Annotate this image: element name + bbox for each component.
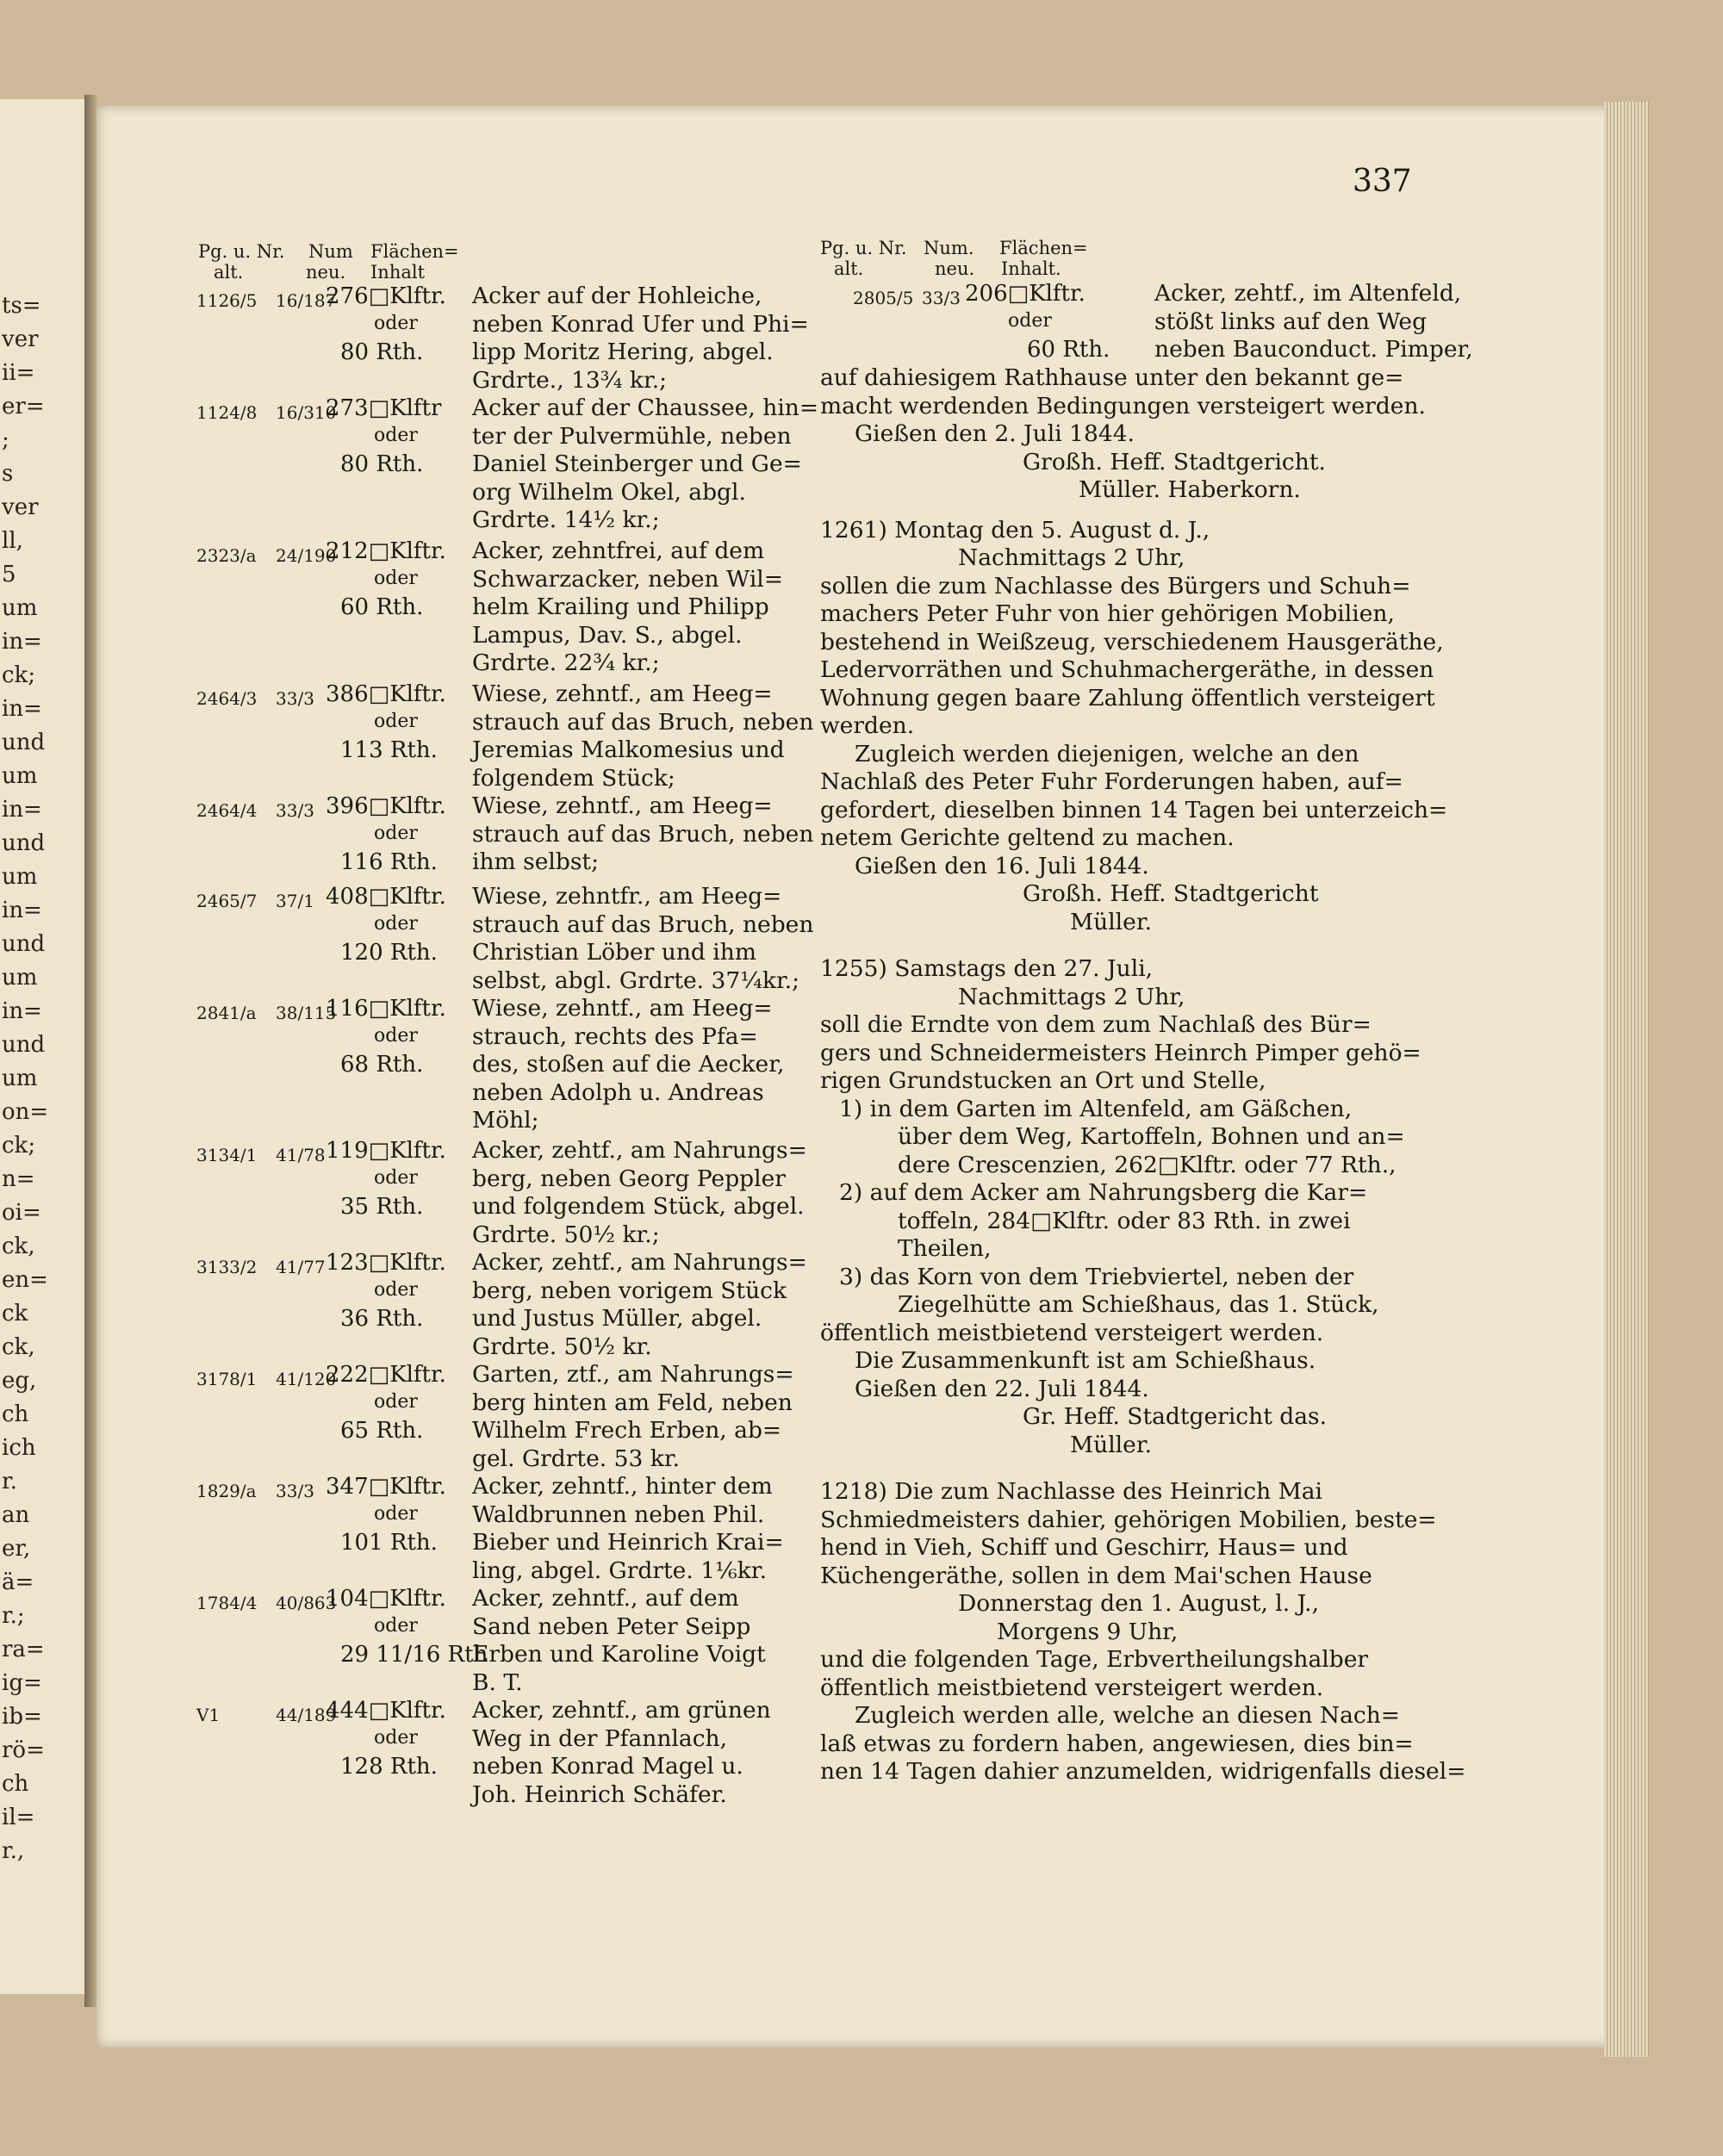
- parcel-oder: oder: [374, 1167, 418, 1189]
- text-line: sollen die zum Nachlasse des Bürgers und Schuh=: [820, 572, 1411, 600]
- parcel-old-number: 3134/1: [196, 1145, 258, 1165]
- parcel-new-number: 37/1: [276, 891, 314, 911]
- parcel-old-number: 2323/a: [196, 545, 257, 566]
- page-edges: [1604, 102, 1649, 2057]
- parcel-old-number: 2465/7: [196, 891, 258, 911]
- page-number: 337: [1353, 164, 1412, 199]
- parcel-oder: oder: [374, 313, 418, 334]
- parcel-desc-line: Weg in der Pfannlach,: [472, 1724, 728, 1752]
- right-parcel-desc-line: stößt links auf den Weg: [1154, 308, 1428, 335]
- parcel-new-number: 16/187: [276, 290, 337, 311]
- parcel-price: 35 Rth.: [340, 1194, 424, 1220]
- parcel-price: 36 Rth.: [340, 1306, 424, 1332]
- left-page-fragment: ii=: [2, 360, 35, 386]
- parcel-desc-line: strauch auf das Bruch, neben: [472, 820, 814, 848]
- parcel-desc-line: strauch auf das Bruch, neben: [472, 708, 814, 736]
- text-line: Nachmittags 2 Uhr,: [958, 983, 1185, 1010]
- parcel-new-number: 41/78: [276, 1145, 326, 1165]
- parcel-old-number: 1124/8: [196, 402, 258, 423]
- text-line: Gießen den 22. Juli 1844.: [855, 1375, 1149, 1402]
- text-line: Gießen den 2. Juli 1844.: [855, 420, 1135, 447]
- parcel-desc-line: berg, neben vorigem Stück: [472, 1277, 787, 1304]
- text-line: Theilen,: [898, 1235, 992, 1262]
- parcel-desc-line: Wiese, zehntfr., am Heeg=: [472, 883, 782, 910]
- parcel-area: 386□Klftr.: [326, 681, 446, 707]
- text-line: Gr. Heff. Stadtgericht das.: [1023, 1403, 1328, 1430]
- parcel-new-number: 41/77: [276, 1257, 326, 1277]
- text-line: Zugleich werden alle, welche an diesen Nach=: [855, 1702, 1400, 1729]
- parcel-area: 276□Klftr.: [326, 283, 446, 309]
- parcel-area: 119□Klftr.: [326, 1138, 446, 1164]
- text-line: Donnerstag den 1. August, l. J.,: [958, 1590, 1320, 1617]
- left-page-fragment: ck;: [2, 1133, 36, 1159]
- left-page-fragment: und: [2, 1032, 46, 1058]
- parcel-desc-line: des, stoßen auf die Aecker,: [472, 1051, 785, 1078]
- text-line: Müller. Haberkorn.: [1079, 476, 1301, 503]
- left-page-fragment: ig=: [2, 1670, 42, 1696]
- parcel-desc-line: Bieber und Heinrich Krai=: [472, 1529, 784, 1556]
- parcel-new-number: 16/310: [276, 402, 337, 423]
- parcel-new-number: 24/190: [276, 545, 337, 566]
- parcel-desc-line: Acker, zehtf., am Nahrungs=: [472, 1137, 807, 1164]
- text-line: Die Zusammenkunft ist am Schießhaus.: [855, 1347, 1316, 1374]
- parcel-desc-line: Erben und Karoline Voigt: [472, 1641, 766, 1668]
- right-parcel-oder: oder: [1008, 310, 1052, 332]
- text-line: 1218) Die zum Nachlasse des Heinrich Mai: [820, 1478, 1322, 1505]
- parcel-price: 120 Rth.: [340, 940, 438, 966]
- text-line: 1255) Samstags den 27. Juli,: [820, 955, 1154, 982]
- text-line: machers Peter Fuhr von hier gehörigen Mobilien,: [820, 600, 1395, 627]
- left-page-fragment: ch: [2, 1401, 29, 1427]
- left-page-fragment: in=: [2, 797, 42, 823]
- header-pg-nr-sub: alt.: [214, 262, 244, 283]
- text-line: über dem Weg, Kartoffeln, Bohnen und an=: [898, 1123, 1405, 1150]
- text-line: Schmiedmeisters dahier, gehörigen Mobilien, beste=: [820, 1506, 1437, 1533]
- right-parcel-old: 2805/5: [853, 288, 914, 308]
- parcel-desc-line: neben Konrad Ufer und Phi=: [472, 310, 809, 338]
- left-page-fragment: oi=: [2, 1200, 41, 1226]
- text-line: soll die Erndte von dem zum Nachlaß des Bür=: [820, 1011, 1372, 1038]
- parcel-price: 116 Rth.: [340, 849, 438, 875]
- parcel-oder: oder: [374, 1391, 418, 1413]
- parcel-price: 65 Rth.: [340, 1418, 424, 1444]
- parcel-desc-line: Lampus, Dav. S., abgel.: [472, 621, 743, 649]
- right-parcel-price: 60 Rth.: [1027, 337, 1110, 363]
- left-page-fragment: r.: [2, 1469, 17, 1494]
- text-line: Ledervorräthen und Schuhmachergeräthe, in dessen: [820, 656, 1434, 683]
- text-line: Nachlaß des Peter Fuhr Forderungen haben, auf=: [820, 768, 1403, 795]
- parcel-area: 444□Klftr.: [326, 1698, 446, 1724]
- left-page-fragment: um: [2, 763, 38, 789]
- parcel-desc-line: folgendem Stück;: [472, 764, 675, 792]
- parcel-price: 80 Rth.: [340, 451, 424, 477]
- parcel-desc-line: helm Krailing und Philipp: [472, 593, 769, 620]
- parcel-area: 273□Klftr: [326, 395, 442, 421]
- parcel-old-number: 2841/a: [196, 1003, 257, 1023]
- parcel-desc-line: gel. Grdrte. 53 kr.: [472, 1445, 680, 1472]
- parcel-desc-line: org Wilhelm Okel, abgl.: [472, 478, 746, 506]
- left-page-fragment: n=: [2, 1166, 35, 1192]
- parcel-desc-line: Acker, zehntf., hinter dem: [472, 1473, 773, 1500]
- parcel-new-number: 33/3: [276, 688, 314, 709]
- parcel-desc-line: ihm selbst;: [472, 848, 599, 875]
- parcel-old-number: 3133/2: [196, 1257, 258, 1277]
- parcel-oder: oder: [374, 1503, 418, 1525]
- parcel-old-number: 2464/3: [196, 688, 258, 709]
- right-header-flaechen: Flächen=: [999, 238, 1088, 258]
- left-page-fragment: er,: [2, 1536, 31, 1562]
- parcel-desc-line: Christian Löber und ihm: [472, 939, 756, 966]
- left-page-fragment: ck,: [2, 1334, 35, 1360]
- parcel-oder: oder: [374, 1615, 418, 1637]
- text-line: 3) das Korn von dem Triebviertel, neben der: [839, 1263, 1354, 1290]
- parcel-desc-line: ter der Pulvermühle, neben: [472, 422, 792, 450]
- parcel-old-number: 1829/a: [196, 1481, 257, 1501]
- parcel-desc-line: ling, abgel. Grdrte. 1⅙kr.: [472, 1556, 767, 1584]
- left-page-fragment: ;: [2, 427, 9, 453]
- parcel-price: 60 Rth.: [340, 594, 424, 620]
- parcel-new-number: 33/3: [276, 1481, 314, 1501]
- parcel-desc-line: Schwarzacker, neben Wil=: [472, 565, 783, 593]
- left-page-fragment: ch: [2, 1771, 29, 1797]
- parcel-old-number: 1126/5: [196, 290, 258, 311]
- left-page-fragment: ra=: [2, 1637, 45, 1662]
- right-header-num-sub: neu.: [935, 258, 975, 279]
- text-line: toffeln, 284□Klftr. oder 83 Rth. in zwei: [898, 1207, 1351, 1234]
- parcel-price: 113 Rth.: [340, 737, 438, 763]
- parcel-oder: oder: [374, 711, 418, 732]
- parcel-price: 128 Rth.: [340, 1754, 438, 1780]
- parcel-desc-line: Möhl;: [472, 1107, 539, 1134]
- parcel-desc-line: lipp Moritz Hering, abgel.: [472, 339, 774, 365]
- right-header-num: Num.: [924, 238, 974, 258]
- text-line: Ziegelhütte am Schießhaus, das 1. Stück,: [898, 1291, 1379, 1318]
- parcel-desc-line: strauch, rechts des Pfa=: [472, 1022, 758, 1050]
- parcel-price: 29 11/16 Rth: [340, 1642, 488, 1668]
- right-header-pg-nr-sub: alt.: [834, 258, 864, 279]
- parcel-old-number: 2464/4: [196, 800, 258, 821]
- parcel-desc-line: B. T.: [472, 1668, 523, 1696]
- parcel-desc-line: Acker auf der Hohleiche,: [472, 283, 762, 309]
- parcel-desc-line: Jeremias Malkomesius und: [472, 736, 785, 763]
- left-page-fragment: er=: [2, 394, 45, 419]
- left-page-fragment: ib=: [2, 1704, 42, 1730]
- parcel-desc-line: Acker auf der Chaussee, hin=: [472, 395, 819, 421]
- parcel-area: 116□Klftr.: [326, 996, 446, 1022]
- header-num-sub: neu.: [306, 262, 346, 283]
- parcel-desc-line: Grdrte. 22¾ kr.;: [472, 649, 660, 676]
- parcel-desc-line: berg, neben Georg Peppler: [472, 1165, 786, 1192]
- left-page-fragment: 5: [2, 562, 16, 587]
- parcel-area: 212□Klftr.: [326, 538, 446, 564]
- left-page-fragment: um: [2, 1066, 38, 1091]
- parcel-desc-line: und Justus Müller, abgel.: [472, 1305, 762, 1332]
- parcel-desc-line: Sand neben Peter Seipp: [472, 1612, 751, 1640]
- text-line: auf dahiesigem Rathhause unter den bekannt ge=: [820, 364, 1404, 391]
- parcel-oder: oder: [374, 1279, 418, 1301]
- parcel-oder: oder: [374, 425, 418, 446]
- left-page-fragment: eg,: [2, 1368, 37, 1394]
- left-page-fragment: rö=: [2, 1737, 45, 1763]
- text-line: 2) auf dem Acker am Nahrungsberg die Kar=: [839, 1179, 1368, 1206]
- left-page-fragment: um: [2, 864, 38, 890]
- parcel-new-number: 40/863: [276, 1593, 337, 1613]
- right-parcel-new: 33/3: [922, 288, 961, 308]
- left-page-fragment: en=: [2, 1267, 48, 1293]
- parcel-desc-line: Acker, zehntf., auf dem: [472, 1585, 739, 1612]
- parcel-area: 347□Klftr.: [326, 1474, 446, 1500]
- left-page-fragment: ver: [2, 494, 39, 520]
- text-line: dere Crescenzien, 262□Klftr. oder 77 Rth.,: [898, 1151, 1396, 1178]
- parcel-price: 101 Rth.: [340, 1530, 438, 1556]
- left-page-fragment: in=: [2, 998, 42, 1024]
- left-page-fragment: ä=: [2, 1569, 34, 1595]
- parcel-desc-line: Wiese, zehntf., am Heeg=: [472, 995, 773, 1022]
- left-page-fragment: um: [2, 965, 38, 991]
- left-page-fragment: um: [2, 595, 38, 621]
- text-line: öffentlich meistbietend versteigert werden.: [820, 1319, 1324, 1346]
- parcel-desc-line: Acker, zehntf., am grünen: [472, 1697, 771, 1724]
- header-num: Num: [308, 241, 353, 262]
- text-line: 1261) Montag den 5. August d. J.,: [820, 516, 1210, 544]
- right-parcel-desc: [1154, 280, 1473, 364]
- parcel-oder: oder: [374, 913, 418, 935]
- parcel-area: 123□Klftr.: [326, 1250, 446, 1276]
- parcel-desc-line: Acker, zehtf., am Nahrungs=: [472, 1249, 807, 1276]
- left-page-fragment: on=: [2, 1099, 49, 1125]
- text-line: Nachmittags 2 Uhr,: [958, 544, 1185, 571]
- parcel-area: 408□Klftr.: [326, 884, 446, 910]
- left-page-fragment: in=: [2, 629, 42, 655]
- text-line: nen 14 Tagen dahier anzumelden, widrigenfalls diesel=: [820, 1758, 1466, 1785]
- parcel-area: 104□Klftr.: [326, 1586, 446, 1612]
- parcel-desc-line: Grdrte. 14½ kr.;: [472, 506, 660, 533]
- parcel-desc-line: berg hinten am Feld, neben: [472, 1389, 793, 1416]
- text-line: Zugleich werden diejenigen, welche an den: [855, 740, 1359, 767]
- text-line: Wohnung gegen baare Zahlung öffentlich versteigert: [820, 684, 1435, 711]
- parcel-desc-line: und folgendem Stück, abgel.: [472, 1193, 805, 1220]
- text-line: Großh. Heff. Stadtgericht: [1023, 880, 1319, 907]
- text-line: netem Gerichte geltend zu machen.: [820, 824, 1235, 851]
- right-header-pg-nr: Pg. u. Nr.: [820, 238, 907, 258]
- left-page-fragment: ts=: [2, 293, 41, 319]
- left-page-fragment: in=: [2, 696, 42, 722]
- right-header-flaechen-sub: Inhalt.: [1001, 258, 1061, 279]
- text-line: Großh. Heff. Stadtgericht.: [1023, 448, 1326, 475]
- parcel-desc-line: Grdrte., 13¾ kr.;: [472, 366, 668, 394]
- parcel-desc-line: Wiese, zehntf., am Heeg=: [472, 792, 773, 819]
- parcel-desc-line: strauch auf das Bruch, neben: [472, 910, 814, 938]
- left-page-fragment: s: [2, 461, 14, 487]
- left-page-fragment: ver: [2, 326, 39, 352]
- right-parcel-area: 206□Klftr.: [965, 281, 1085, 307]
- parcel-oder: oder: [374, 1727, 418, 1749]
- parcel-oder: oder: [374, 1025, 418, 1047]
- text-line: Morgens 9 Uhr,: [997, 1618, 1179, 1645]
- right-parcel-desc-line: neben Bauconduct. Pimper,: [1154, 336, 1473, 363]
- parcel-new-number: 44/189: [276, 1705, 337, 1725]
- left-page-fragment: ich: [2, 1435, 36, 1461]
- left-page-fragment: ck: [2, 1301, 28, 1327]
- parcel-desc-line: Waldbrunnen neben Phil.: [472, 1501, 765, 1528]
- right-parcel-desc-line: Acker, zehtf., im Altenfeld,: [1154, 280, 1462, 307]
- parcel-area: 396□Klftr.: [326, 793, 446, 819]
- parcel-oder: oder: [374, 823, 418, 844]
- left-page-fragment: und: [2, 730, 46, 755]
- text-line: bestehend in Weißzeug, verschiedenem Hausgeräthe,: [820, 628, 1444, 655]
- parcel-price: 80 Rth.: [340, 339, 424, 365]
- text-line: und die folgenden Tage, Erbvertheilungshalber: [820, 1646, 1369, 1673]
- left-page-fragment: an: [2, 1502, 30, 1528]
- text-line: werden.: [820, 712, 915, 739]
- left-page-fragment: und: [2, 931, 46, 957]
- parcel-desc-line: neben Adolph u. Andreas: [472, 1078, 764, 1106]
- parcel-old-number: 1784/4: [196, 1593, 258, 1613]
- parcel-price: 68 Rth.: [340, 1052, 424, 1078]
- text-line: macht werdenden Bedingungen versteigert werden.: [820, 392, 1426, 419]
- text-line: laß etwas zu fordern haben, angewiesen, dies bin=: [820, 1730, 1414, 1757]
- left-page-fragment: r.,: [2, 1838, 25, 1864]
- parcel-desc-line: Joh. Heinrich Schäfer.: [472, 1780, 727, 1808]
- header-flaechen-sub: Inhalt: [370, 262, 426, 283]
- text-line: rigen Grundstucken an Ort und Stelle,: [820, 1067, 1266, 1094]
- text-line: hend in Vieh, Schiff und Geschirr, Haus= und: [820, 1534, 1348, 1561]
- parcel-new-number: 41/120: [276, 1369, 337, 1389]
- parcel-desc-line: Daniel Steinberger und Ge=: [472, 450, 802, 477]
- parcel-old-number: V1: [196, 1705, 221, 1725]
- left-page-fragment: in=: [2, 898, 42, 923]
- parcel-new-number: 38/115: [276, 1003, 337, 1023]
- parcel-desc-line: Acker, zehntfrei, auf dem: [472, 537, 765, 564]
- left-page-fragment: ll,: [2, 528, 23, 554]
- parcel-area: 222□Klftr.: [326, 1362, 446, 1388]
- parcel-desc-line: selbst, abgl. Grdrte. 37¼kr.;: [472, 966, 800, 994]
- text-line: 1) in dem Garten im Altenfeld, am Gäßchen,: [839, 1095, 1353, 1122]
- text-line: Müller.: [1070, 908, 1153, 935]
- right-column-text: [820, 364, 1466, 1786]
- parcel-old-number: 3178/1: [196, 1369, 258, 1389]
- left-page-fragment: und: [2, 830, 46, 856]
- parcel-desc-line: Grdrte. 50½ kr.;: [472, 1221, 660, 1248]
- left-page-fragment: ck,: [2, 1233, 35, 1259]
- text-line: Küchengeräthe, sollen in dem Mai'schen Hause: [820, 1562, 1372, 1589]
- parcel-oder: oder: [374, 568, 418, 589]
- text-line: Gießen den 16. Juli 1844.: [855, 852, 1149, 879]
- parcel-desc-line: Garten, ztf., am Nahrungs=: [472, 1361, 794, 1388]
- left-page-fragment: r.;: [2, 1603, 25, 1629]
- text-line: öffentlich meistbietend versteigert werden.: [820, 1674, 1324, 1701]
- parcel-new-number: 33/3: [276, 800, 314, 821]
- parcel-desc-line: Wiese, zehntf., am Heeg=: [472, 680, 773, 707]
- header-pg-nr: Pg. u. Nr.: [198, 241, 285, 262]
- parcel-desc-line: neben Konrad Magel u.: [472, 1753, 743, 1780]
- left-page-fragment: il=: [2, 1805, 35, 1830]
- text-line: gefordert, dieselben binnen 14 Tagen bei unterzeich=: [820, 796, 1448, 823]
- text-line: Müller.: [1070, 1431, 1153, 1458]
- header-flaechen: Flächen=: [370, 241, 459, 262]
- text-line: gers und Schneidermeisters Heinrch Pimper gehö=: [820, 1039, 1421, 1066]
- parcel-desc-line: Grdrte. 50½ kr.: [472, 1333, 652, 1360]
- parcel-desc-line: Wilhelm Frech Erben, ab=: [472, 1417, 782, 1444]
- left-page-fragment: ck;: [2, 662, 36, 688]
